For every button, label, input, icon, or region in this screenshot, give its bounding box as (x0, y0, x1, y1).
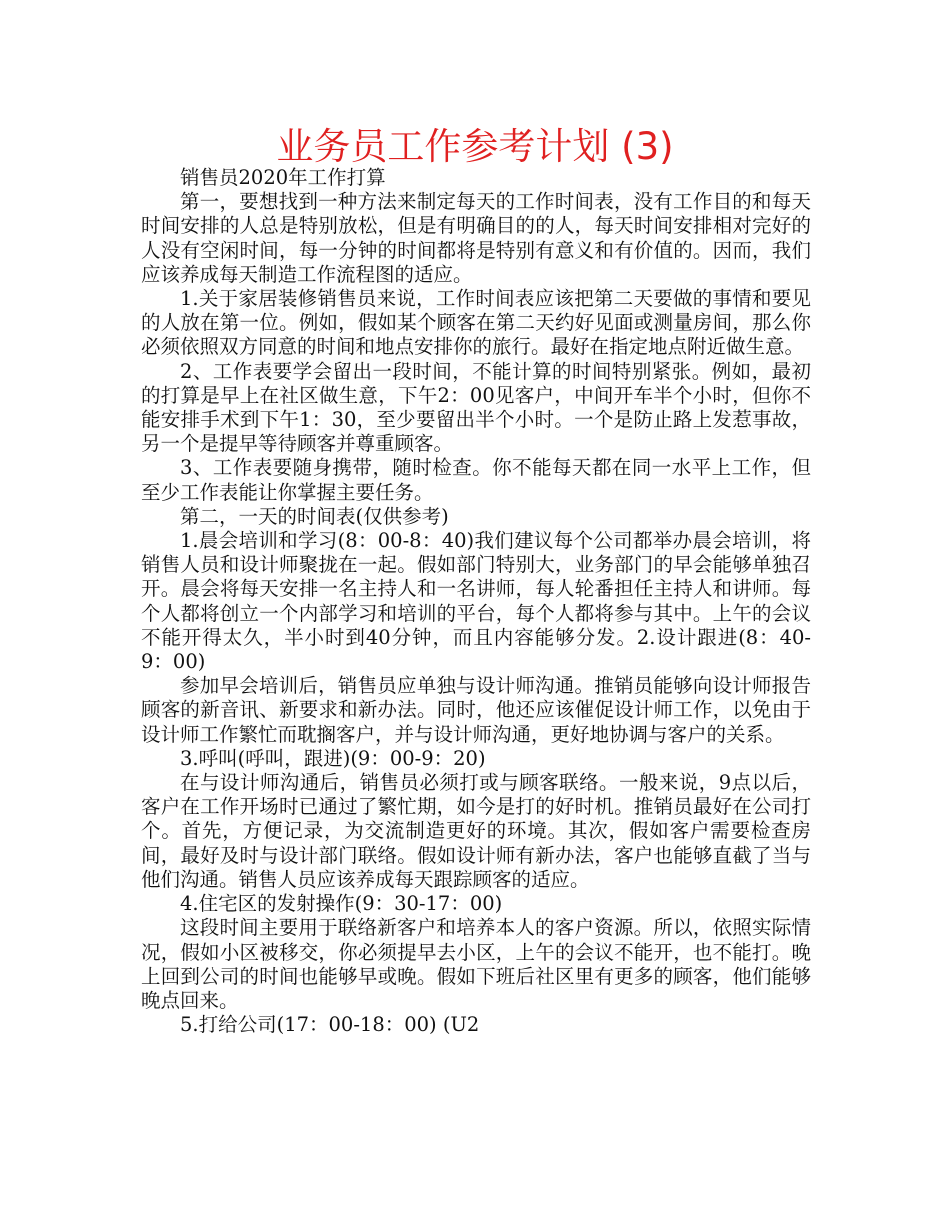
paragraph: 在与设计师沟通后，销售员必须打或与顾客联络。一般来说，9点以后，客户在工作开场时已通过了繁忙期，如今是打的好时机。推销员最好在公司打个。首先，方便记录，为交流制造更好的环境。其次，假如客户需要检查房间，最好及时与设计部门联络。假如设计师有新办法，客户也能够直截了当与他们沟通。销售人员应该养成每天跟踪顾客的适应。 (141, 771, 811, 891)
paragraph-plan-heading: 销售员2020年工作打算 (180, 166, 386, 189)
document-title: 业务员工作参考计划 (3) (276, 125, 674, 168)
paragraph: 1.晨会培训和学习(8：00-8：40)我们建议每个公司都举办晨会培训，将销售人员和设计师聚拢在一起。假如部门特别大，业务部门的早会能够单独召开。晨会将每天安排一名主持人和一名讲师，每人轮番担任主持人和讲师。每个人都将创立一个内部学习和培训的平台，每个人都将参与其中。上午的会议不能开得太久，半小时到40分钟，而且内容能够分发。2.设计跟进(8：40-9：00) (141, 529, 811, 674)
paragraph: 5.打给公司(17：00-18：00) (U2 (180, 1013, 480, 1037)
paragraph: 第一，要想找到一种方法来制定每天的工作时间表，没有工作目的和每天时间安排的人总是特别放松，但是有明确目的的人，每天时间安排相对完好的人没有空闲时间，每一分钟的时间都将是特别有意义和有价值的。因而，我们应该养成每天制造工作流程图的适应。 (141, 190, 811, 286)
paragraph: 2、工作表要学会留出一段时间，不能计算的时间特别紧张。例如，最初的打算是早上在社区做生意，下午2：00见客户，中间开车半个小时，但你不能安排手术到下午1：30，至少要留出半个小时。一个是防止路上发惹事故，另一个是提早等待顾客并尊重顾客。 (141, 359, 811, 456)
paragraph: 1.关于家居装修销售员来说，工作时间表应该把第二天要做的事情和要见的人放在第一位。例如，假如某个顾客在第二天约好见面或测量房间，那么你必须依照双方同意的时间和地点安排你的旅行。最好在指定地点附近做生意。 (141, 287, 811, 359)
paragraph-section-heading: 第二，一天的时间表(仅供参考) (180, 504, 449, 528)
paragraph: 3、工作表要随身携带，随时检查。你不能每天都在同一水平上工作，但至少工作表能让你掌握主要任务。 (141, 456, 811, 504)
document-body (141, 166, 811, 1037)
paragraph: 3.呼叫(呼叫，跟进)(9：00-9：20) (180, 746, 486, 770)
paragraph: 这段时间主要用于联络新客户和培养本人的客户资源。所以，依照实际情况，假如小区被移交，你必须提早去小区，上午的会议不能开，也不能打。晚上回到公司的时间也能够早或晚。假如下班后社区里有更多的顾客，他们能够晚点回来。 (141, 916, 811, 1012)
paragraph: 参加早会培训后，销售员应单独与设计师沟通。推销员能够向设计师报告顾客的新音讯、新要求和新办法。同时，他还应该催促设计师工作，以免由于设计师工作繁忙而耽搁客户，并与设计师沟通，更好地协调与客户的关系。 (141, 674, 811, 746)
paragraph: 4.住宅区的发射操作(9：30-17：00) (180, 892, 503, 916)
